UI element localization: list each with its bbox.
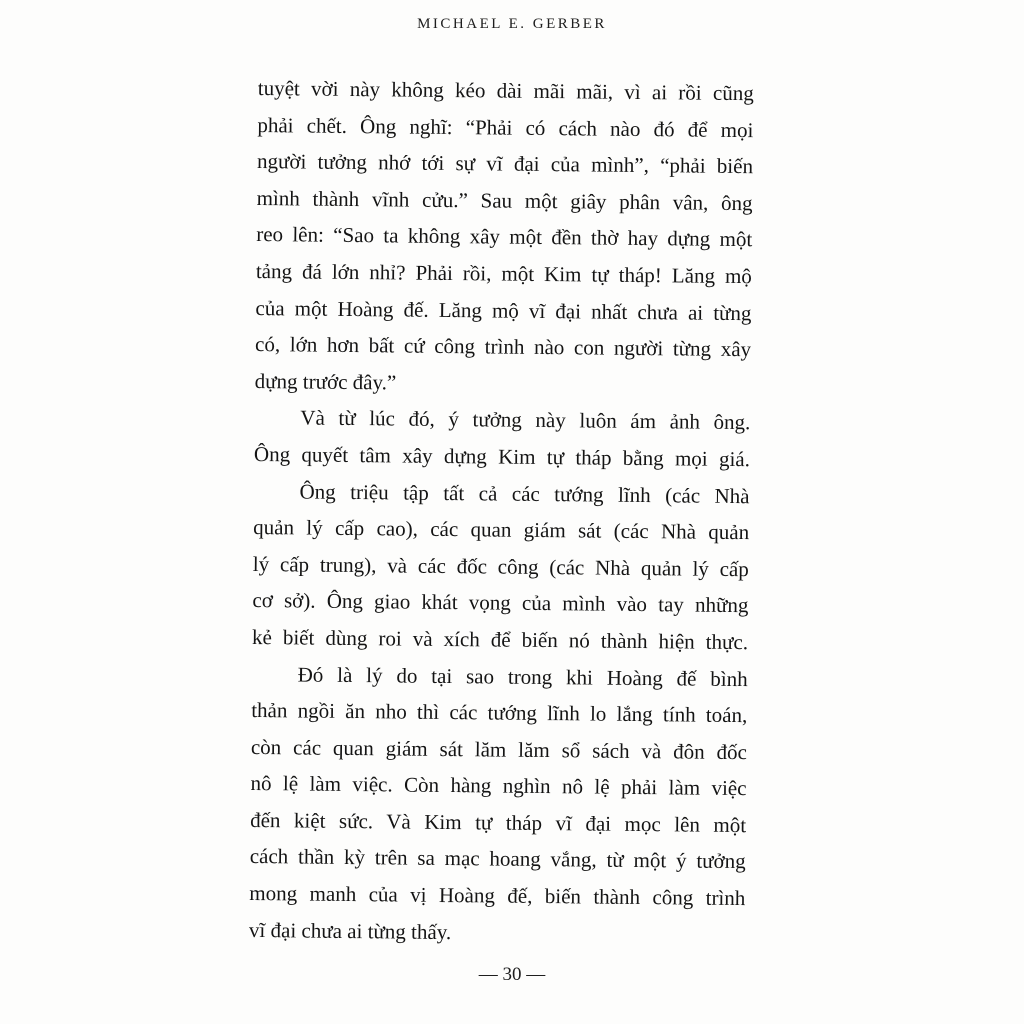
- text-line: Và từ lúc đó, ý tưởng này luôn ám ảnh ông.: [300, 405, 751, 435]
- text-line: nô lệ làm việc. Còn hàng nghìn nô lệ phải làm việc: [250, 771, 747, 801]
- body-text: [249, 70, 754, 953]
- text-line: thản ngồi ăn nho thì các tướng lĩnh lo lắng tính toán,: [251, 698, 748, 728]
- text-line: có, lớn hơn bất cứ công trình nào con người từng xây: [255, 332, 752, 362]
- text-line: tảng đá lớn nhỉ? Phải rồi, một Kim tự tháp! Lăng mộ: [255, 258, 752, 289]
- text-line: mong manh của vị Hoàng đế, biến thành công trình: [249, 881, 746, 911]
- text-line: người tưởng nhớ tới sự vĩ đại của mình”, “phải biến: [256, 149, 754, 179]
- text-line: cơ sở). Ông giao khát vọng của mình vào tay những: [252, 588, 749, 618]
- text-line: quản lý cấp cao), các quan giám sát (các Nhà quản: [253, 515, 750, 545]
- text-line: tuyệt vời này không kéo dài mãi mãi, vì ai rồi cũng: [257, 75, 754, 106]
- text-line: mình thành vĩnh cửu.” Sau một giây phân vân, ông: [256, 185, 753, 215]
- text-line: Ông triệu tập tất cả các tướng lĩnh (các Nhà: [299, 478, 750, 508]
- text-line: Đó là lý do tại sao trong khi Hoàng đế bình: [297, 661, 748, 691]
- text-line: phải chết. Ông nghĩ: “Phải có cách nào đó để mọi: [257, 112, 754, 142]
- text-line: Ông quyết tâm xây dựng Kim tự tháp bằng mọi giá.: [253, 441, 751, 472]
- text-line: còn các quan giám sát lăm lăm sổ sách và đôn đốc: [250, 734, 748, 764]
- text-line: lý cấp trung), và các đốc công (các Nhà quản lý cấp: [252, 551, 749, 581]
- text-line: đến kiệt sức. Và Kim tự tháp vĩ đại mọc lên một: [250, 807, 747, 838]
- text-line: dựng trước đây.”: [254, 368, 397, 395]
- text-line: reo lên: “Sao ta không xây một đền thờ hay dựng một: [256, 222, 753, 252]
- text-line: của một Hoàng đế. Lăng mộ vĩ đại nhất chưa ai từng: [255, 295, 752, 325]
- text-line: cách thần kỳ trên sa mạc hoang vắng, từ một ý tưởng: [249, 844, 746, 874]
- page-number: — 30 —: [478, 964, 546, 985]
- text-line: kẻ biết dùng roi và xích để biến nó thành hiện thực.: [251, 624, 749, 655]
- running-head-author: MICHAEL E. GERBER: [417, 16, 607, 32]
- text-line: vĩ đại chưa ai từng thấy.: [248, 917, 452, 944]
